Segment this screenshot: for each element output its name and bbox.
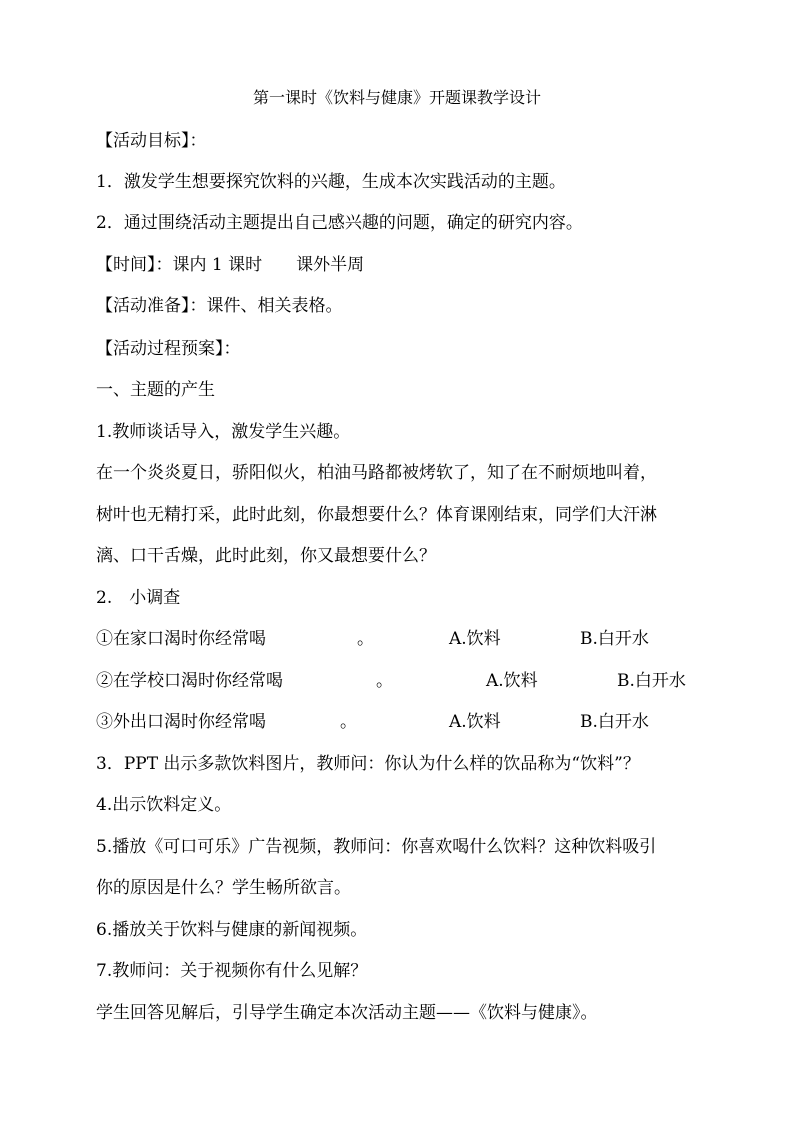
survey-option-b-3: B.白开水 [580, 712, 649, 732]
survey-option-a-3: A.饮料 [449, 712, 501, 732]
section-heading-goals: 【活动目标】： [96, 131, 207, 151]
step-5-line-1: 5.播放《可口可乐》广告视频，教师问：你喜欢喝什么饮料？这种饮料吸引 [96, 837, 657, 857]
step-3: 3．PPT 出示多款饮料图片，教师问：你认为什么样的饮品称为“饮料”？ [96, 754, 640, 774]
survey-option-a-1: A.饮料 [449, 629, 501, 649]
paragraph-line-2: 树叶也无精打采，此时此刻，你最想要什么？体育课刚结束，同学们大汗淋 [96, 505, 657, 525]
survey-option-b-1: B.白开水 [580, 629, 649, 649]
survey-option-b-2: B.白开水 [617, 671, 686, 691]
survey-question-3: ③外出口渴时你经常喝 [96, 712, 266, 732]
conclusion-line: 学生回答见解后，引导学生确定本次活动主题——《饮料与健康》。 [96, 1003, 598, 1023]
paragraph-line-1: 在一个炎炎夏日，骄阳似火，柏油马路都被烤软了，知了在不耐烦地叫着， [96, 463, 657, 483]
survey-blank-3: 。 [340, 712, 357, 732]
step-1: 1.教师谈话导入，激发学生兴趣。 [96, 422, 351, 442]
survey-blank-2: 。 [376, 671, 393, 691]
step-2: 2. 小调查 [96, 588, 181, 608]
step-6: 6.播放关于饮料与健康的新闻视频。 [96, 920, 368, 940]
goal-item-2: 2．通过围绕活动主题提出自己感兴趣的问题，确定的研究内容。 [96, 213, 583, 233]
survey-question-1: ①在家口渴时你经常喝 [96, 629, 266, 649]
goal-item-1: 1．激发学生想要探究饮料的兴趣，生成本次实践活动的主题。 [96, 172, 566, 192]
step-4: 4.出示饮料定义。 [96, 795, 232, 815]
section-heading-process: 【活动过程预案】： [96, 339, 241, 359]
survey-question-2: ②在学校口渴时你经常喝 [96, 671, 283, 691]
paragraph-line-3: 漓、口干舌燥，此时此刻，你又最想要什么？ [96, 546, 436, 566]
step-5-line-2: 你的原因是什么？学生畅所欲言。 [96, 878, 351, 898]
survey-option-a-2: A.饮料 [486, 671, 538, 691]
preparation-line: 【活动准备】：课件、相关表格。 [96, 296, 343, 316]
subsection-heading-topic: 一、主题的产生 [96, 380, 215, 400]
time-line: 【时间】：课内 1 课时 课外半周 [96, 255, 365, 275]
document-title: 第一课时《饮料与健康》开题课教学设计 [252, 88, 541, 107]
step-7: 7.教师问：关于视频你有什么见解？ [96, 961, 368, 981]
survey-blank-1: 。 [357, 629, 374, 649]
